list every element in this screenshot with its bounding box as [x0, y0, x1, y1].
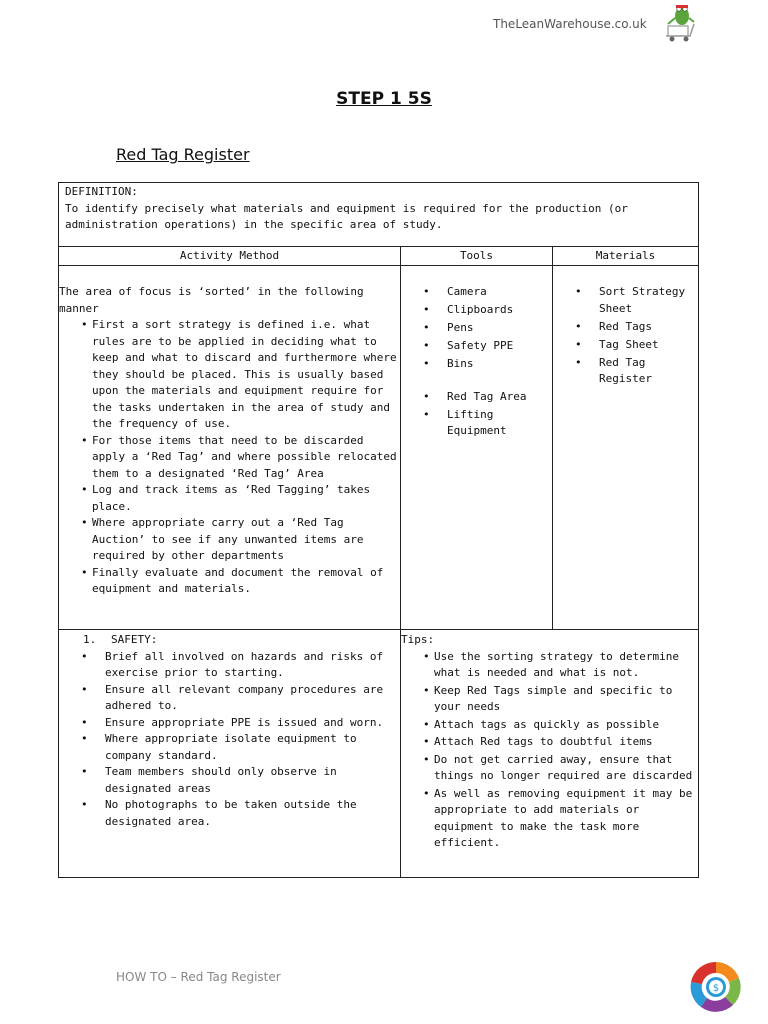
tips-heading: Tips:	[401, 633, 435, 646]
materials-list	[553, 284, 698, 388]
safety-number: 1.	[83, 633, 97, 646]
header-activity-method: Activity Method	[59, 247, 401, 266]
list-item: • First a sort strategy is defined i.e. what rules are to be applied in deciding what to keep and what to discard and furthermore where they should be placed. This is usually based upon the materials and equipment require for the tasks undertaken in the area of study and the frequency of use.	[59, 317, 400, 433]
list-item: • Keep Red Tags simple and specific to your needs	[401, 683, 698, 716]
svg-text:$: $	[712, 983, 720, 994]
tools-list	[401, 284, 552, 440]
materials-cell	[553, 266, 699, 630]
safety-heading	[59, 632, 400, 649]
activity-intro: The area of focus is ‘sorted’ in the following manner	[59, 285, 364, 315]
list-item: • Attach tags as quickly as possible	[401, 717, 698, 734]
list-item: • Do not get carried away, ensure that things no longer required are discarded	[401, 752, 698, 785]
page-subtitle: Red Tag Register	[116, 145, 250, 164]
list-item: • Team members should only observe in designated areas	[59, 764, 400, 797]
tools-cell	[401, 266, 553, 630]
tips-cell	[401, 630, 699, 878]
header-materials: Materials	[553, 247, 699, 266]
frog-mascot-icon	[660, 2, 700, 44]
site-url: TheLeanWarehouse.co.uk	[493, 17, 647, 31]
activity-method-cell	[59, 266, 401, 630]
header-tools: Tools	[401, 247, 553, 266]
list-item: • Lifting Equipment	[401, 407, 552, 440]
list-item: • Pens	[401, 320, 552, 337]
list-item: • For those items that need to be discarded apply a ‘Red Tag’ and where possible relocated them to a designated ‘Red Tag’ Area	[59, 433, 400, 483]
list-item: • Red Tag Area	[401, 389, 552, 406]
list-item: • Bins	[401, 356, 552, 373]
red-tag-table	[58, 182, 699, 878]
list-item: • Use the sorting strategy to determine what is needed and what is not.	[401, 649, 698, 682]
list-item: • Attach Red tags to doubtful items	[401, 734, 698, 751]
list-item: • Red Tag Register	[553, 355, 698, 388]
list-item: • Sort Strategy Sheet	[553, 284, 698, 317]
list-item: • Red Tags	[553, 319, 698, 336]
tips-list	[401, 649, 698, 852]
list-item: • Safety PPE	[401, 338, 552, 355]
definition-cell	[59, 183, 699, 247]
list-item: • Ensure appropriate PPE is issued and worn.	[59, 715, 400, 732]
activity-list	[59, 317, 400, 598]
list-item: • Log and track items as ‘Red Tagging’ takes place.	[59, 482, 400, 515]
list-item: • Ensure all relevant company procedures are adhered to.	[59, 682, 400, 715]
safety-cell	[59, 630, 401, 878]
list-item: • Where appropriate carry out a ‘Red Tag Auction’ to see if any unwanted items are required by other departments	[59, 515, 400, 565]
list-item: • Brief all involved on hazards and risks of exercise prior to starting.	[59, 649, 400, 682]
definition-label: DEFINITION:	[65, 185, 138, 198]
lean-cycle-icon	[687, 958, 745, 1016]
footer-text: HOW TO – Red Tag Register	[116, 970, 281, 984]
list-item: • Where appropriate isolate equipment to company standard.	[59, 731, 400, 764]
definition-text: To identify precisely what materials and equipment is required for the production (or administration operations) in the specific area of study.	[65, 201, 628, 231]
page-title: STEP 1 5S	[336, 89, 432, 109]
list-item: • Finally evaluate and document the removal of equipment and materials.	[59, 565, 400, 598]
safety-label: SAFETY:	[111, 633, 158, 646]
list-item: • As well as removing equipment it may be appropriate to add materials or equipment to make the task more efficient.	[401, 786, 698, 852]
list-item: • Clipboards	[401, 302, 552, 319]
safety-list	[59, 649, 400, 831]
list-item: • Tag Sheet	[553, 337, 698, 354]
list-item: • No photographs to be taken outside the designated area.	[59, 797, 400, 830]
list-item: • Camera	[401, 284, 552, 301]
